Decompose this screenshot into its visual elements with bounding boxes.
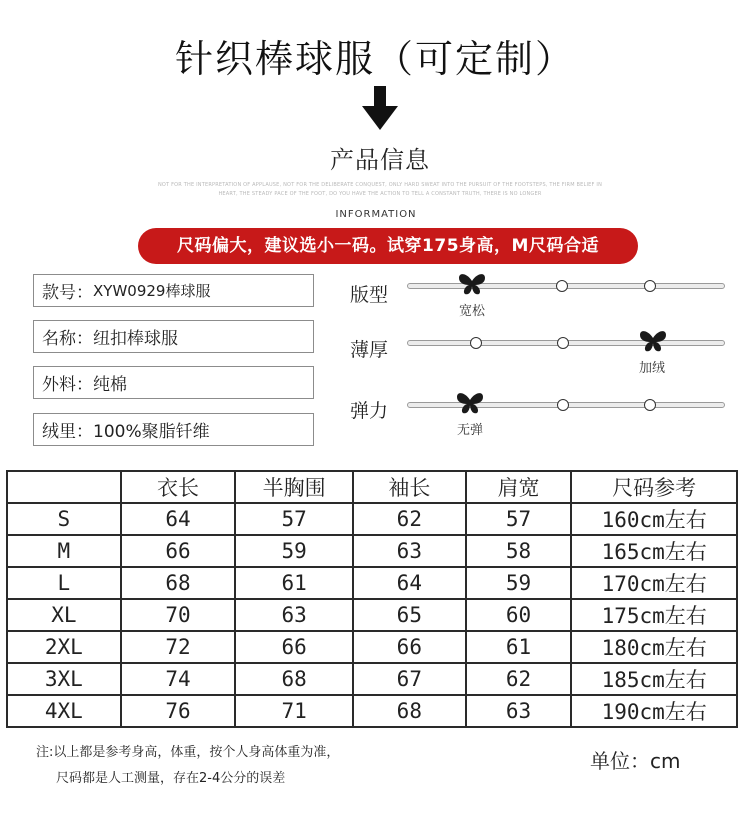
size-label-cell: 2XL: [7, 631, 121, 663]
table-cell: 62: [466, 663, 572, 695]
table-cell: 65: [353, 599, 466, 631]
info-row-name: [33, 320, 314, 353]
table-header-cell: 尺码参考: [571, 471, 737, 503]
table-cell: 63: [466, 695, 572, 727]
info-row-lining: [33, 413, 314, 446]
table-cell: 57: [466, 503, 572, 535]
circle-dot-icon: [556, 280, 568, 292]
table-cell: 68: [121, 567, 236, 599]
table-header-cell: 半胸围: [235, 471, 353, 503]
butterfly-icon: [458, 272, 486, 298]
size-advice-banner: 尺码偏大，建议选小一码。试穿175身高，M尺码合适: [138, 228, 638, 264]
info-label: 名称：: [42, 329, 93, 349]
table-cell: 170cm左右: [571, 567, 737, 599]
info-value: 纽扣棒球服: [93, 329, 178, 349]
table-header-cell: 肩宽: [466, 471, 572, 503]
size-label-cell: 3XL: [7, 663, 121, 695]
table-cell: 61: [466, 631, 572, 663]
table-cell: 180cm左右: [571, 631, 737, 663]
page-title: 针织棒球服（可定制）: [174, 37, 575, 81]
table-row: [7, 535, 737, 567]
scale-selected-label-thickness: 加绒: [638, 361, 665, 376]
scale-selected-label-elasticity: 无弹: [456, 423, 483, 438]
table-row: [7, 503, 737, 535]
table-cell: 66: [353, 631, 466, 663]
table-cell: 185cm左右: [571, 663, 737, 695]
fine-print-line-2: HEART, THE STEADY PACE OF THE FOOT, DO YOU HAVE THE ACTION TO TELL A CONSTANT TRUTH, THERE IS NO LONGER: [218, 191, 542, 197]
table-cell: 62: [353, 503, 466, 535]
circle-dot-icon: [644, 399, 656, 411]
info-value: 纯棉: [93, 375, 127, 395]
table-header-row: [7, 471, 737, 503]
table-cell: 165cm左右: [571, 535, 737, 567]
info-row-outer-material: [33, 366, 314, 399]
info-label: 款号：: [42, 283, 93, 303]
size-label-cell: XL: [7, 599, 121, 631]
circle-dot-icon: [557, 399, 569, 411]
circle-dot-icon: [644, 280, 656, 292]
section-title: 产品信息: [330, 146, 430, 174]
size-label-cell: M: [7, 535, 121, 567]
scale-label-elasticity: 弹力: [350, 400, 389, 422]
table-cell: 68: [353, 695, 466, 727]
down-arrow-icon: [362, 86, 398, 130]
table-cell: 57: [235, 503, 353, 535]
table-cell: 58: [466, 535, 572, 567]
table-row: [7, 599, 737, 631]
table-cell: 67: [353, 663, 466, 695]
info-row-style-number: [33, 274, 314, 307]
scale-label-fit: 版型: [350, 284, 389, 306]
fine-print-line-1: NOT FOR THE INTERPRETATION OF APPLAUSE, NOT FOR THE DELIBERATE CONQUEST, ONLY HARD SWEAT INTO THE PURSUIT OF THE FOOTSTEPS, THE FIRM BELIEF IN: [157, 182, 603, 188]
table-header-cell: 衣长: [121, 471, 236, 503]
note-line-1: 注:以上都是参考身高，体重，按个人身高体重为准，: [36, 745, 340, 760]
table-row: [7, 567, 737, 599]
butterfly-icon: [456, 391, 484, 417]
table-cell: 68: [235, 663, 353, 695]
table-cell: 60: [466, 599, 572, 631]
scale-label-thickness: 薄厚: [350, 339, 389, 361]
size-chart-table: [6, 470, 738, 728]
info-label: 外料：: [42, 375, 93, 395]
table-header-cell: [7, 471, 121, 503]
butterfly-icon: [639, 329, 667, 355]
section-subtitle-english: INFORMATION: [335, 209, 417, 220]
info-value: XYW0929棒球服: [93, 282, 211, 300]
table-header-cell: 袖长: [353, 471, 466, 503]
table-cell: 71: [235, 695, 353, 727]
table-cell: 76: [121, 695, 236, 727]
table-cell: 72: [121, 631, 236, 663]
table-cell: 66: [121, 535, 236, 567]
table-cell: 160cm左右: [571, 503, 737, 535]
table-row: [7, 695, 737, 727]
table-row: [7, 663, 737, 695]
note-line-2: 尺码都是人工测量，存在2-4公分的误差: [56, 771, 286, 786]
table-cell: 66: [235, 631, 353, 663]
table-cell: 61: [235, 567, 353, 599]
table-cell: 63: [353, 535, 466, 567]
circle-dot-icon: [557, 337, 569, 349]
unit-label: 单位：cm: [590, 749, 681, 773]
table-cell: 63: [235, 599, 353, 631]
info-label: 绒里：: [42, 422, 93, 442]
table-cell: 64: [353, 567, 466, 599]
table-cell: 59: [235, 535, 353, 567]
table-cell: 175cm左右: [571, 599, 737, 631]
table-cell: 59: [466, 567, 572, 599]
size-label-cell: S: [7, 503, 121, 535]
table-cell: 64: [121, 503, 236, 535]
size-label-cell: L: [7, 567, 121, 599]
info-value: 100%聚脂钎维: [93, 422, 210, 442]
table-cell: 190cm左右: [571, 695, 737, 727]
table-cell: 74: [121, 663, 236, 695]
scale-selected-label-fit: 宽松: [458, 304, 485, 319]
table-cell: 70: [121, 599, 236, 631]
table-row: [7, 631, 737, 663]
circle-dot-icon: [470, 337, 482, 349]
size-label-cell: 4XL: [7, 695, 121, 727]
